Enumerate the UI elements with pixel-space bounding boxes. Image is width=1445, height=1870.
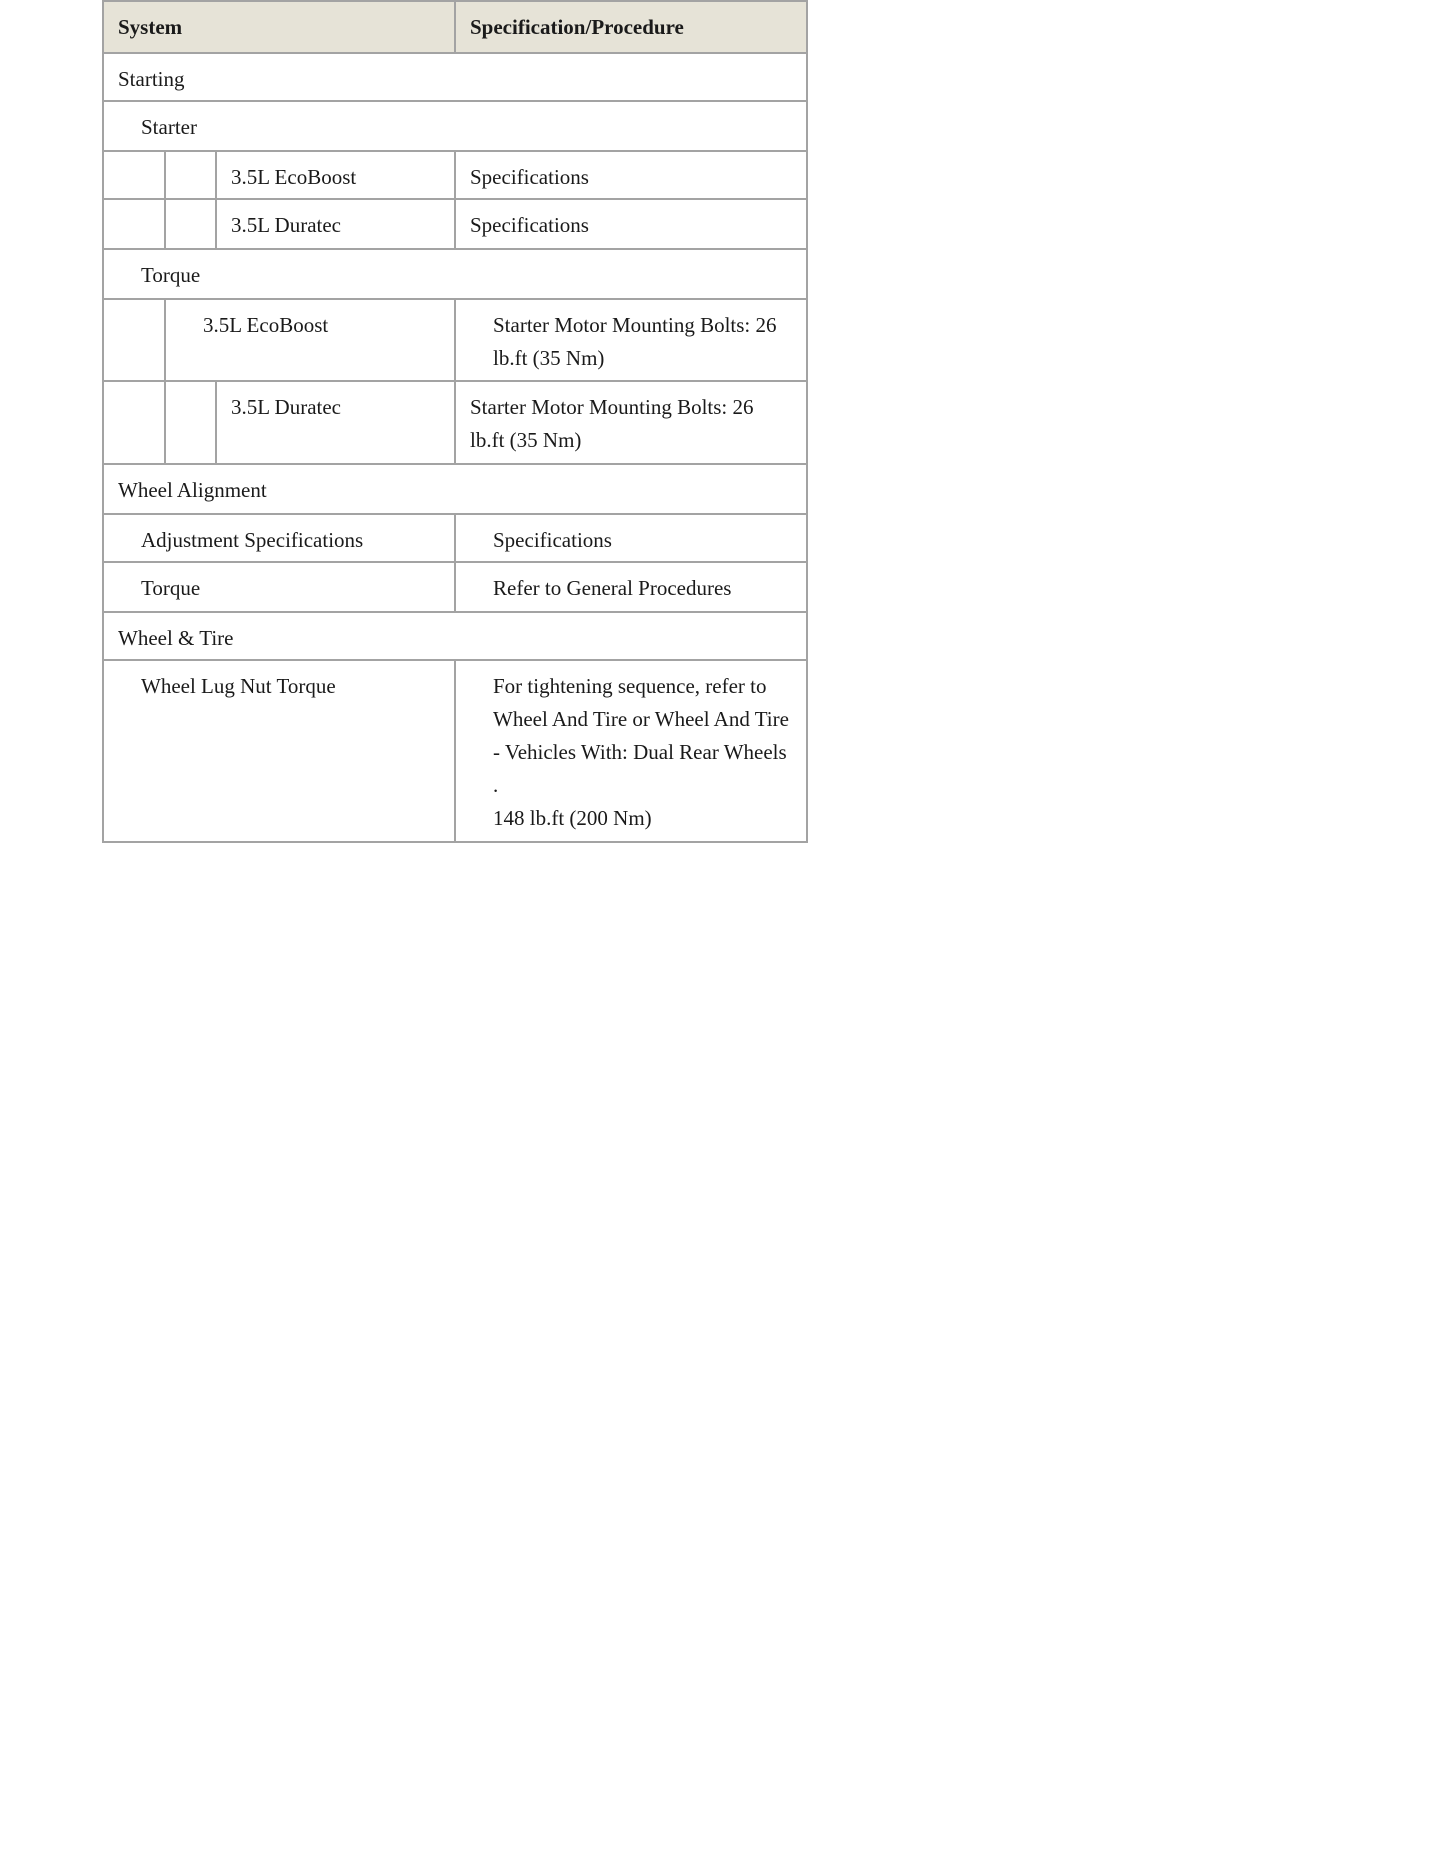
table-header-row [104, 2, 806, 52]
table-row [104, 198, 806, 248]
alignment-torque-label: Torque [104, 563, 456, 611]
starter-ecoboost-label: 3.5L EcoBoost [217, 152, 456, 198]
indent-cell [104, 200, 166, 248]
indent-cell [104, 382, 166, 463]
group-torque: Torque [141, 263, 201, 287]
table-row [104, 52, 806, 100]
specification-table [102, 0, 808, 843]
indent-cell [104, 152, 166, 198]
table-row [104, 100, 806, 150]
table-row [104, 611, 806, 659]
torque-duratec-label: 3.5L Duratec [217, 382, 456, 463]
starter-duratec-label: 3.5L Duratec [217, 200, 456, 248]
table-row [104, 659, 806, 841]
indent-cell [166, 382, 217, 463]
table-row [104, 248, 806, 298]
torque-duratec-spec: Starter Motor Mounting Bolts: 26 lb.ft (35 Nm) [470, 395, 754, 452]
lug-nut-torque-label: Wheel Lug Nut Torque [104, 661, 456, 841]
lug-nut-torque-value: 148 lb.ft (200 Nm) [493, 806, 652, 830]
torque-ecoboost-spec: Starter Motor Mounting Bolts: 26 lb.ft (35 Nm) [493, 313, 777, 370]
header-specification: Specification/Procedure [470, 15, 684, 39]
table-row [104, 513, 806, 561]
table-row [104, 298, 806, 380]
table-row [104, 380, 806, 463]
lug-nut-torque-spec [456, 661, 806, 841]
table-row [104, 561, 806, 611]
starter-duratec-spec-link[interactable]: Specifications [470, 213, 589, 237]
section-wheel-alignment: Wheel Alignment [118, 478, 267, 502]
indent-cell [166, 200, 217, 248]
header-system: System [104, 2, 456, 52]
lug-nut-sequence-note: For tightening sequence, refer to Wheel And Tire or Wheel And Tire - Vehicles With: Dual Rear Wheels . [493, 674, 789, 797]
section-starting: Starting [118, 67, 185, 91]
adjustment-specifications-link[interactable]: Specifications [493, 528, 612, 552]
section-wheel-tire: Wheel & Tire [118, 626, 234, 650]
torque-ecoboost-label: 3.5L EcoBoost [166, 300, 456, 380]
general-procedures-link[interactable]: Refer to General Procedures [493, 576, 732, 600]
indent-cell [104, 300, 166, 380]
table-row [104, 463, 806, 513]
adjustment-specifications-label: Adjustment Specifications [104, 515, 456, 561]
group-starter: Starter [141, 115, 197, 139]
indent-cell [166, 152, 217, 198]
table-row [104, 150, 806, 198]
starter-ecoboost-spec-link[interactable]: Specifications [470, 165, 589, 189]
